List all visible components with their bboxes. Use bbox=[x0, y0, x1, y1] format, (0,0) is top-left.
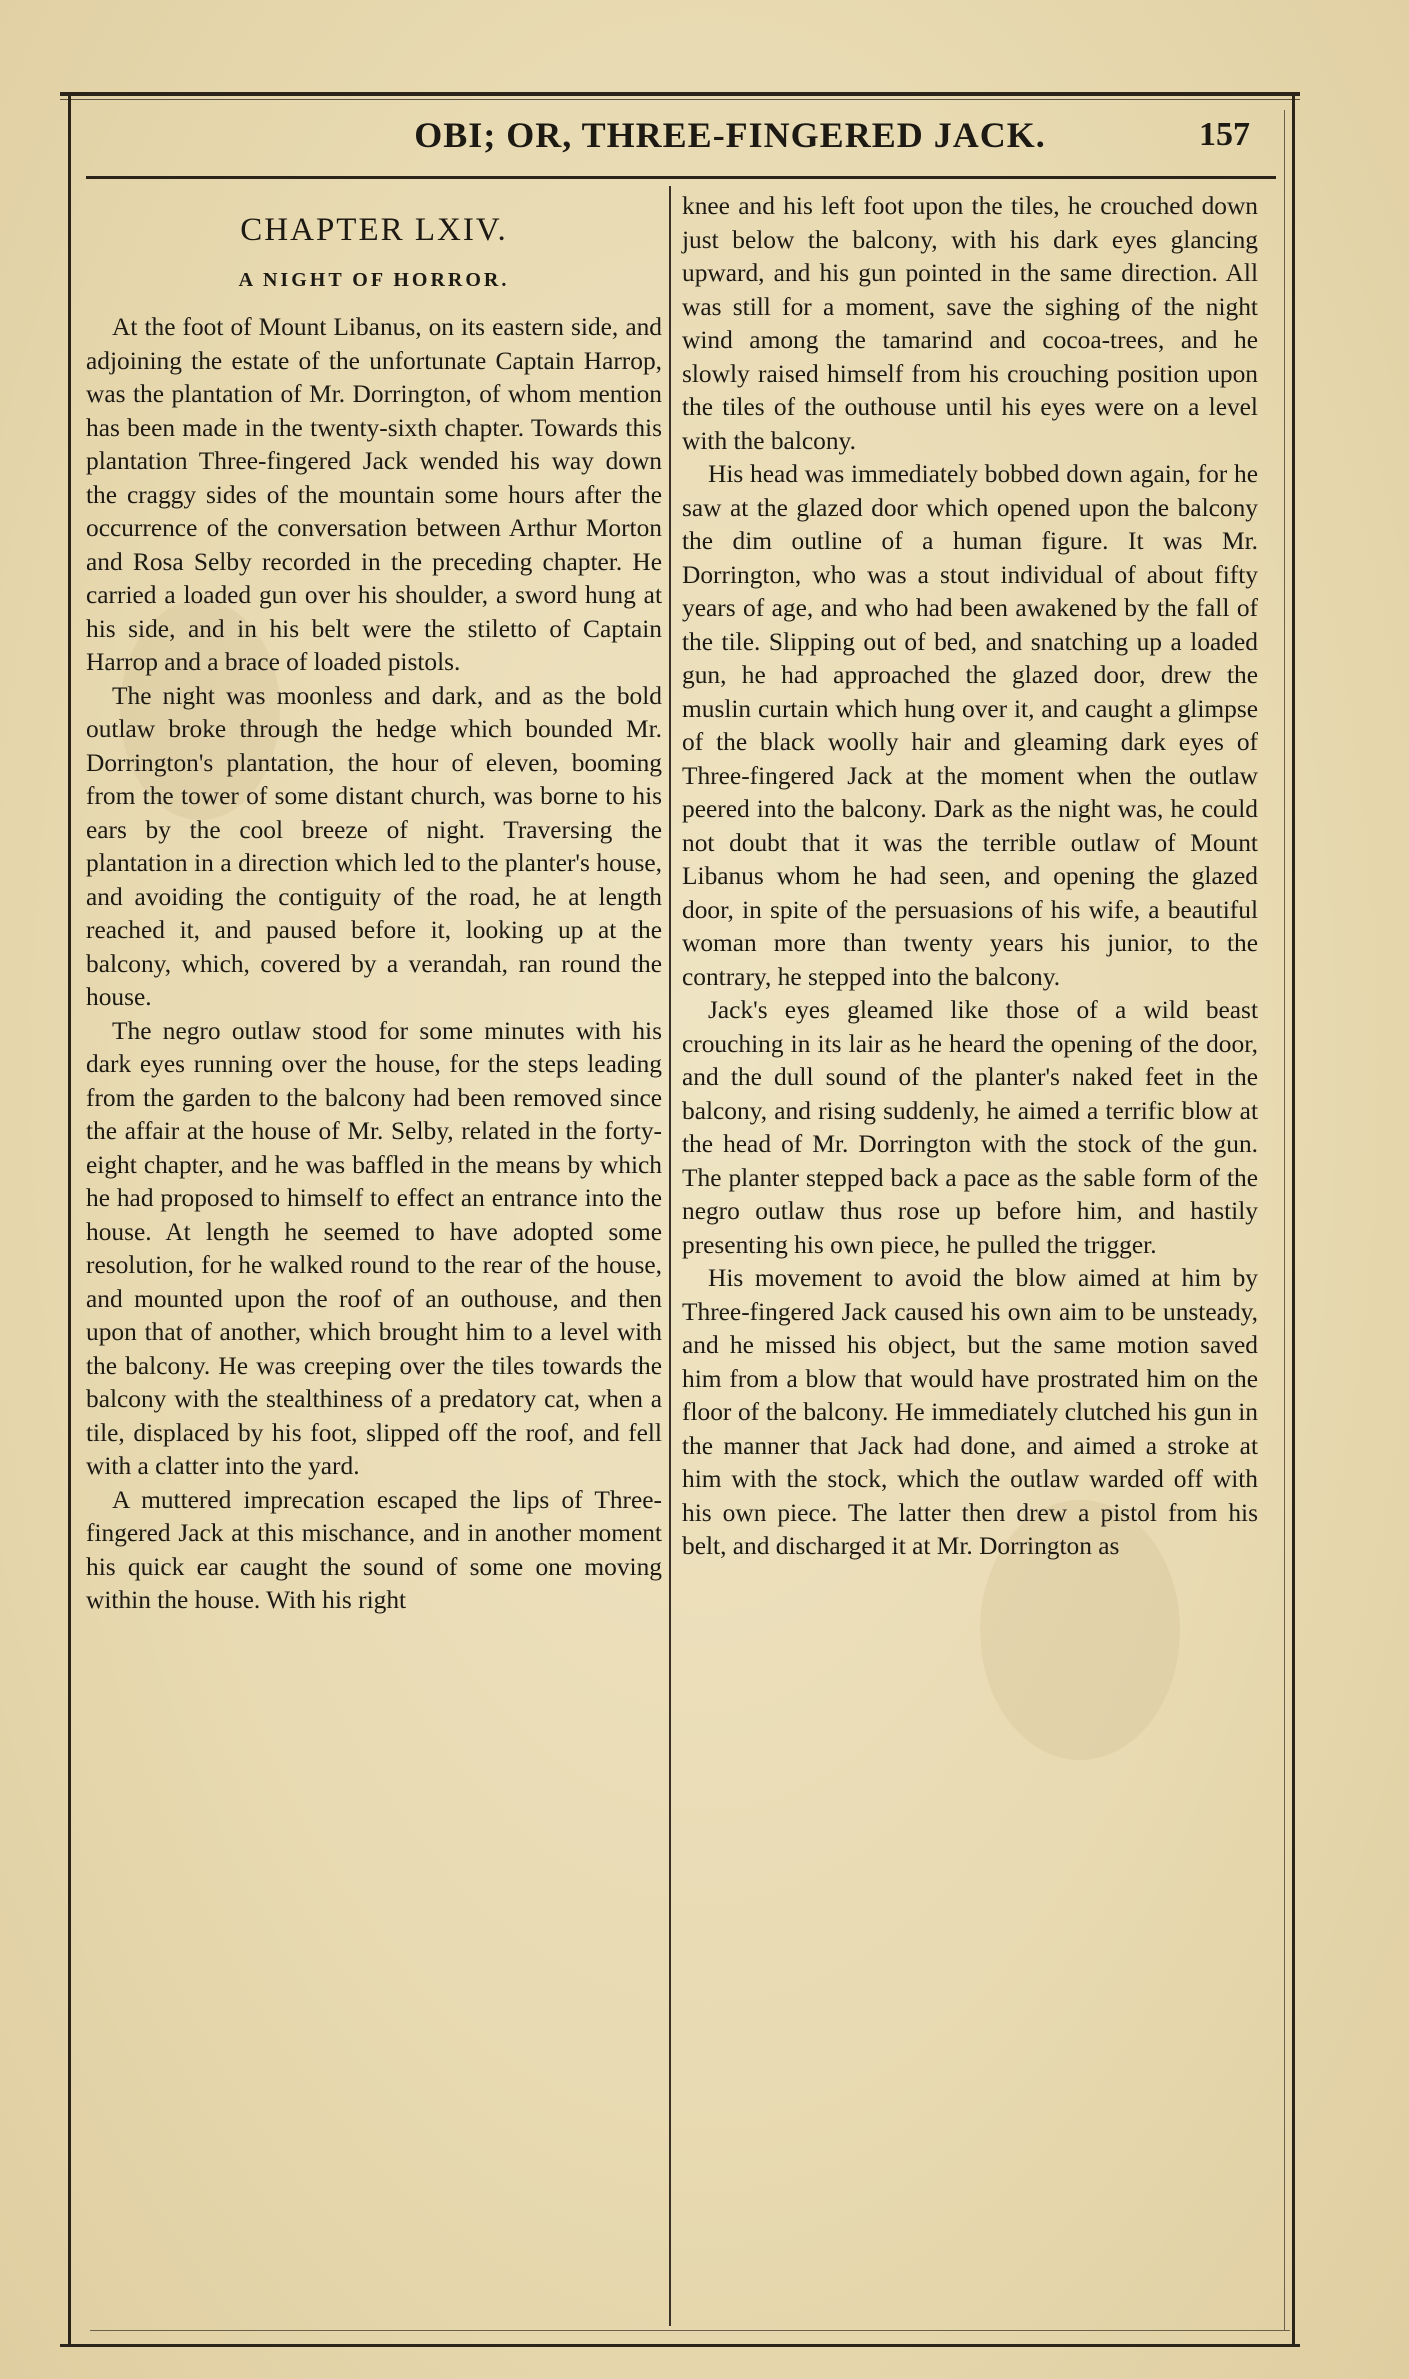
paragraph: A muttered imprecation escaped the lips of Three-fingered Jack at this mischance, and in another moment his quick ear caught the sound of some one moving within the house. With his right bbox=[86, 1485, 662, 1614]
chapter-title: CHAPTER LXIV. bbox=[240, 212, 508, 248]
border-right-inner bbox=[1284, 110, 1285, 2330]
border-right bbox=[1292, 96, 1295, 2346]
border-top-inner bbox=[60, 99, 1300, 100]
page-header bbox=[100, 108, 1270, 164]
border-bottom-inner bbox=[90, 2330, 1290, 2331]
running-title: OBI; OR, THREE-FINGERED JACK. bbox=[414, 115, 1046, 155]
paragraph: Jack's eyes gleamed like those of a wild beast crouching in its lair as he heard the opening of the door, and the dull sound of the planter's naked feet in the balcony, and rising suddenly, he aimed a terrific blow at the head of Mr. Dorrington with the stock of the gun. The planter stepped back a pace as the sable form of the negro outlaw thus rose up before him, and hastily presenting his own piece, he pulled the trigger. bbox=[682, 996, 1258, 1259]
right-column bbox=[682, 190, 1258, 1564]
column-divider bbox=[669, 186, 671, 2326]
border-bottom bbox=[60, 2344, 1300, 2347]
chapter-subtitle: A NIGHT OF HORROR. bbox=[238, 268, 510, 291]
paragraph: His head was immediately bobbed down again, for he saw at the glazed door which opened upon the balcony the dim outline of a human figure. It was Mr. Dorrington, who was a stout individual of about fifty years of age, and who had been awakened by the fall of the tile. Slipping out of bed, and snatching up a loaded gun, he had approached the glazed door, drew the muslin curtain which hung over it, and caught a glimpse of the black woolly hair and gleaming dark eyes of Three-fingered Jack at the moment when the outlaw peered into the balcony. Dark as the night was, he could not doubt that it was the terrible outlaw of Mount Libanus whom he had seen, and opening the glazed door, in spite of the persuasions of his wife, a beautiful woman more than twenty years his junior, to the contrary, he stepped into the balcony. bbox=[682, 460, 1258, 991]
paragraph: knee and his left foot upon the tiles, he crouched down just below the balcony, with his dark eyes glancing upward, and his gun pointed in the same direction. All was still for a moment, save the sighing of the night wind among the tamarind and cocoa-trees, and he slowly raised himself from his crouching position upon the tiles of the outhouse until his eyes were on a level with the balcony. bbox=[682, 192, 1258, 455]
paragraph: At the foot of Mount Libanus, on its eastern side, and adjoining the estate of the unfortunate Captain Harrop, was the plantation of Mr. Dorrington, of whom mention has been made in the twenty-sixth chapter. Towards this plantation Three-fingered Jack wended his way down the craggy sides of the mountain some hours after the occurrence of the conversation between Arthur Morton and Rosa Selby recorded in the preceding chapter. He carried a loaded gun over his shoulder, a sword hung at his side, and in his belt were the stiletto of Captain Harrop and a brace of loaded pistols. bbox=[86, 313, 662, 676]
left-column bbox=[86, 190, 662, 1618]
header-rule bbox=[86, 176, 1276, 179]
paragraph: The negro outlaw stood for some minutes with his dark eyes running over the house, for the steps leading from the garden to the balcony had been removed since the affair at the house of Mr. Selby, related in the forty-eight chapter, and he was baffled in the means by which he had proposed to himself to effect an entrance into the house. At length he seemed to have adopted some resolution, for he walked round to the rear of the house, and mounted upon the roof of an outhouse, and then upon that of another, which brought him to a level with the balcony. He was creeping over the tiles towards the balcony with the stealthiness of a predatory cat, when a tile, displaced by his foot, slipped off the roof, and fell with a clatter into the yard. bbox=[86, 1016, 662, 1480]
border-left bbox=[68, 96, 71, 2346]
border-top bbox=[60, 92, 1300, 96]
paragraph: His movement to avoid the blow aimed at him by Three-fingered Jack caused his own aim to be unsteady, and he missed his object, but the same motion saved him from a blow that would have prostrated him on the floor of the balcony. He immediately clutched his gun in the manner that Jack had done, and aimed a stroke at him with the stock, which the outlaw warded off with his own piece. The latter then drew a pistol from his belt, and discharged it at Mr. Dorrington as bbox=[682, 1264, 1258, 1560]
page-number: 157 bbox=[1199, 116, 1250, 153]
paragraph: The night was moonless and dark, and as the bold outlaw broke through the hedge which bounded Mr. Dorrington's plantation, the hour of eleven, booming from the tower of some distant church, was borne to his ears by the cool breeze of night. Traversing the plantation in a direction which led to the planter's house, and avoiding the contiguity of the road, he at length reached it, and paused before it, looking up at the balcony, which, covered by a verandah, ran round the house. bbox=[86, 681, 662, 1011]
